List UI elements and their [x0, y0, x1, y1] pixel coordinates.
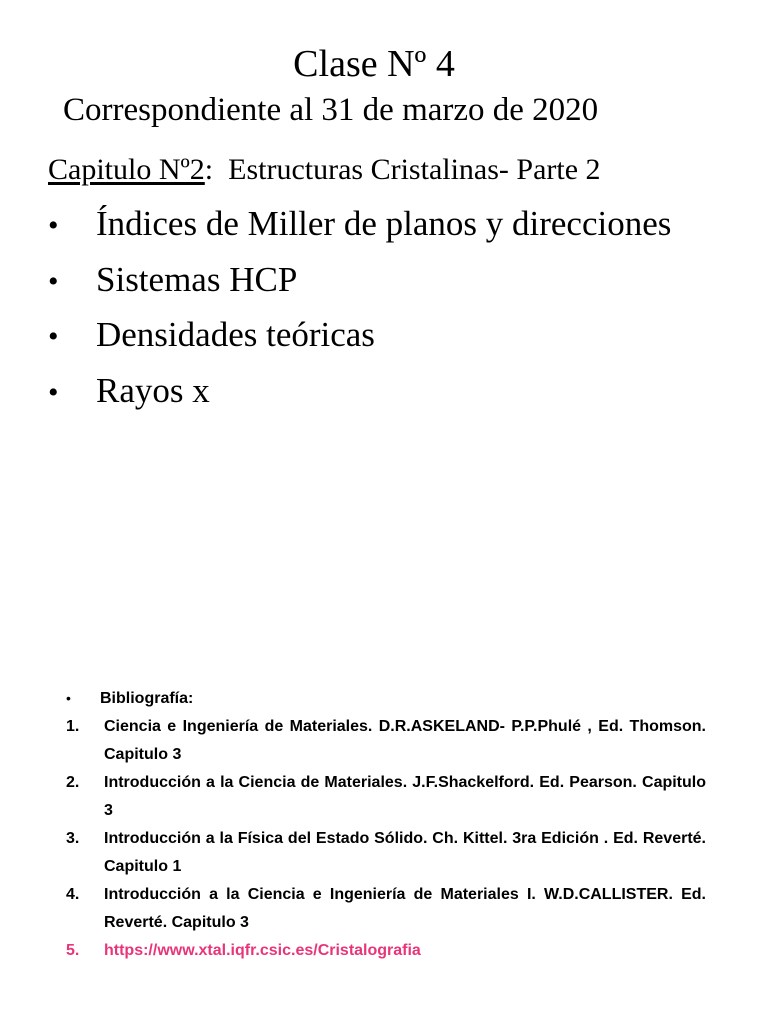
- topic-text: Densidades teóricas: [96, 315, 375, 354]
- reference-number: 4.: [66, 886, 80, 903]
- topic-list: [48, 199, 671, 421]
- reference-number: 5.: [66, 942, 80, 959]
- reference-number: 2.: [66, 774, 80, 791]
- chapter-separator: :: [204, 153, 214, 186]
- reference-number: 3.: [66, 830, 80, 847]
- reference-item-link[interactable]: [66, 937, 706, 965]
- bullet-icon: •: [66, 690, 71, 706]
- topic-item: [48, 255, 671, 311]
- topic-item: [48, 366, 671, 422]
- reference-text: Introducción a la Ciencia e Ingeniería de Materiales I. W.D.CALLISTER. Ed. Reverté. Capitulo 3: [104, 886, 706, 931]
- topic-text: Rayos x: [96, 370, 210, 410]
- bibliography-title: Bibliografía:: [100, 690, 194, 707]
- reference-item: [66, 713, 706, 769]
- reference-url-link[interactable]: https://www.xtal.iqfr.csic.es/Cristalografia: [104, 942, 421, 959]
- reference-list: [66, 713, 706, 965]
- reference-text: Ciencia e Ingeniería de Materiales. D.R.ASKELAND- P.P.Phulé , Ed. Thomson. Capitulo 3: [104, 718, 706, 763]
- bullet-icon: •: [48, 375, 59, 409]
- bibliography-heading: [66, 684, 706, 713]
- bullet-icon: •: [48, 264, 59, 298]
- chapter-topic: Estructuras Cristalinas- Parte 2: [213, 153, 601, 186]
- reference-item: [66, 769, 706, 825]
- reference-number: 1.: [66, 718, 80, 735]
- bullet-icon: •: [48, 320, 59, 353]
- bibliography-section: [66, 684, 706, 965]
- reference-text: Introducción a la Ciencia de Materiales. J.F.Shackelford. Ed. Pearson. Capitulo 3: [104, 774, 706, 819]
- page-title: Clase Nº 4: [293, 43, 455, 85]
- topic-text: Índices de Miller de planos y direcciones: [96, 204, 672, 243]
- reference-item: [66, 825, 706, 881]
- reference-item: [66, 881, 706, 937]
- topic-text: Sistemas HCP: [96, 259, 298, 299]
- bullet-icon: •: [48, 209, 59, 242]
- chapter-heading: [48, 150, 601, 190]
- chapter-label: Capitulo Nº2: [48, 153, 205, 186]
- page-subtitle: Correspondiente al 31 de marzo de 2020: [63, 92, 599, 128]
- topic-item: [48, 310, 671, 366]
- reference-text: Introducción a la Física del Estado Sólido. Ch. Kittel. 3ra Edición . Ed. Reverté. Capitulo 1: [104, 830, 706, 875]
- topic-item: [48, 199, 671, 255]
